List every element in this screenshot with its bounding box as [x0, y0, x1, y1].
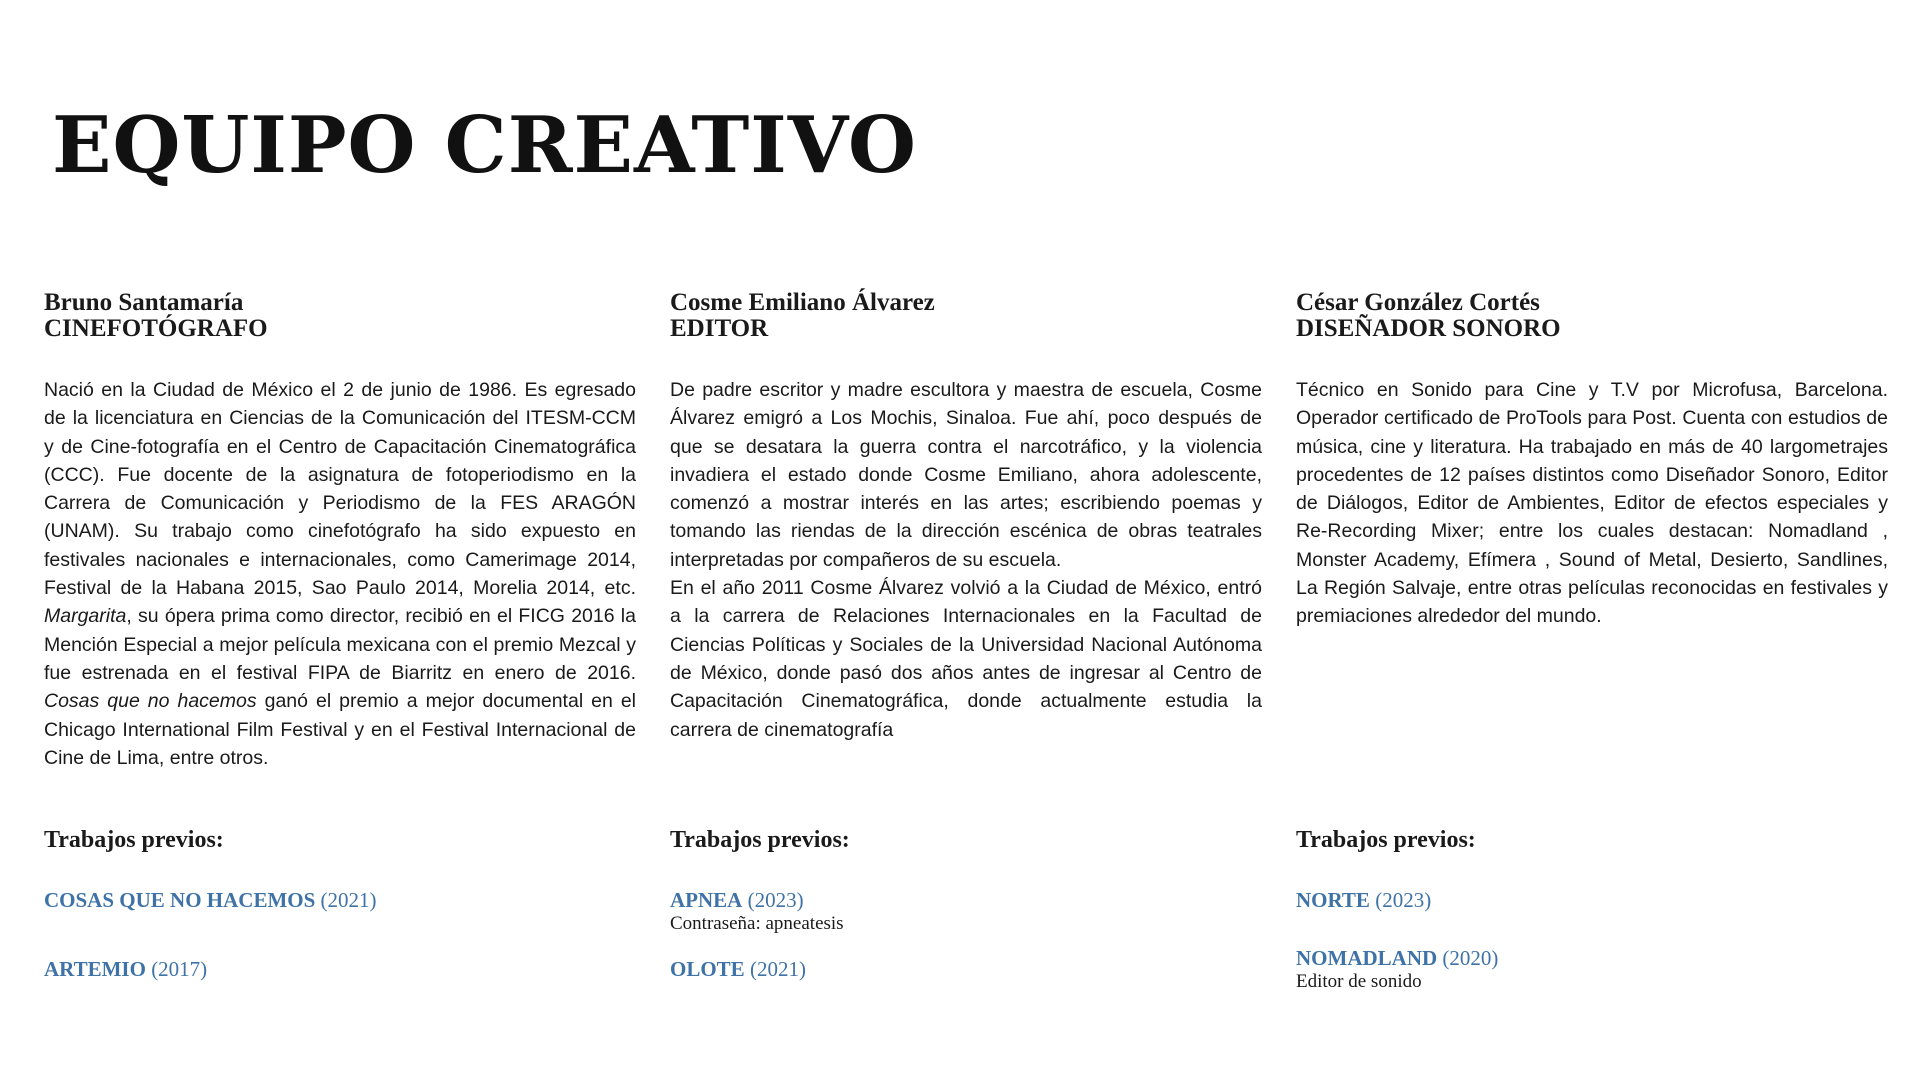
member-name: César González Cortés — [1296, 289, 1540, 316]
work-note: Contraseña: apneatesis — [670, 913, 844, 934]
work-link-artemio[interactable]: ARTEMIO (2017) — [44, 957, 208, 981]
member-role: EDITOR — [670, 315, 769, 342]
bio-paragraph: Técnico en Sonido para Cine y T.V por Microfusa, Barcelona. Operador certificado de ProTools para Post. Cuenta con estudios de música, cine y literatura. Ha trabajado en más de 40 largometrajes procedentes de 12 países distintos como Diseñador Sonoro, Editor de Diálogos, Editor de Ambientes, Editor de efectos especiales y Re-Recording Mixer; entre los cuales destacan: Nomadland , Monster Academy, Efímera , Sound of Metal, Desierto, Sandlines, La Región Salvaje, entre otras películas reconocidas en festivales y premiaciones alrededor del mundo. — [1296, 379, 1888, 628]
member-card-editor — [670, 289, 1262, 981]
previous-works-heading: Trabajos previos: — [670, 827, 850, 853]
work-link-norte[interactable]: NORTE (2023) — [1296, 888, 1432, 912]
work-link-cosas-que-no-hacemos[interactable]: COSAS QUE NO HACEMOS (2021) — [44, 888, 377, 912]
member-bio — [44, 376, 636, 772]
previous-work-item — [44, 888, 377, 912]
previous-works-heading: Trabajos previos: — [44, 827, 224, 853]
member-role: CINEFOTÓGRAFO — [44, 315, 268, 342]
bio-text: Nació en la Ciudad de México el 2 de junio de 1986. Es egresado de la licenciatura en Ciencias de la Comunicación del ITESM-CCM y de Cine-fotografía en el Centro de Capacitación Cinematográfica (CCC). Fue docente de la asignatura de fotoperiodismo en la Carrera de Comunicación y Periodismo de la FES ARAGÓN (UNAM). Su trabajo como cinefotógrafo ha sido expuesto en festivales nacionales e internacionales, como Camerimage 2014, Festival de la Habana 2015, Sao Paulo 2014, Morelia 2014, etc. — [44, 379, 636, 600]
previous-work-item — [44, 957, 207, 981]
bio-text: , su ópera prima como director, recibió en el FICG 2016 la Mención Especial a mejor película mexicana con el premio Mezcal y fue estrenada en el festival FIPA de Biarritz en enero de 2016. — [44, 605, 636, 684]
bio-paragraph: De padre escritor y madre escultora y maestra de escuela, Cosme Álvarez emigró a Los Mochis, Sinaloa. Fue ahí, poco después de que se desatara la guerra contra el narcotráfico, y la violencia invadiera el estado donde Cosme Emiliano, ahora adolescente, comenzó a mostrar interés en las artes; escribiendo poemas y tomando las riendas de la dirección escénica de obras teatrales interpretadas por compañeros de su escuela. — [670, 379, 1262, 571]
work-link-olote[interactable]: OLOTE (2021) — [670, 957, 806, 981]
bio-paragraph: En el año 2011 Cosme Álvarez volvió a la Ciudad de México, entró a la carrera de Relaciones Internacionales en la Facultad de Ciencias Políticas y Sociales de la Universidad Nacional Autónoma de México, donde pasó dos años antes de ingresar al Centro de Capacitación Cinematográfica, donde actualmente estudia la carrera de cinematografía — [670, 577, 1262, 741]
previous-work-item — [670, 888, 844, 936]
work-link-apnea[interactable]: APNEA (2023) — [670, 888, 804, 912]
member-role: DISEÑADOR SONORO — [1296, 315, 1561, 342]
page-title: EQUIPO CREATIVO — [52, 100, 917, 191]
work-note: Editor de sonido — [1296, 971, 1422, 992]
previous-work-item — [1296, 888, 1431, 912]
previous-work-item — [670, 957, 806, 981]
bio-film-title: Margarita — [44, 605, 127, 628]
member-name: Cosme Emiliano Álvarez — [670, 289, 935, 316]
bio-film-title: Cosas que no hacemos — [44, 690, 257, 713]
bio-text: ganó el premio a mejor documental en el Chicago International Film Festival y en el Festival Internacional de Cine de Lima, entre otros. — [44, 690, 637, 769]
member-card-cinefotografo — [44, 289, 637, 981]
member-card-disenador-sonoro — [1296, 289, 1888, 992]
member-bio — [670, 376, 1262, 744]
member-name: Bruno Santamaría — [44, 289, 244, 316]
work-link-nomadland[interactable]: NOMADLAND (2020) — [1296, 946, 1499, 970]
member-bio — [1296, 376, 1888, 631]
previous-work-item — [1296, 946, 1498, 994]
previous-works-heading: Trabajos previos: — [1296, 827, 1476, 853]
